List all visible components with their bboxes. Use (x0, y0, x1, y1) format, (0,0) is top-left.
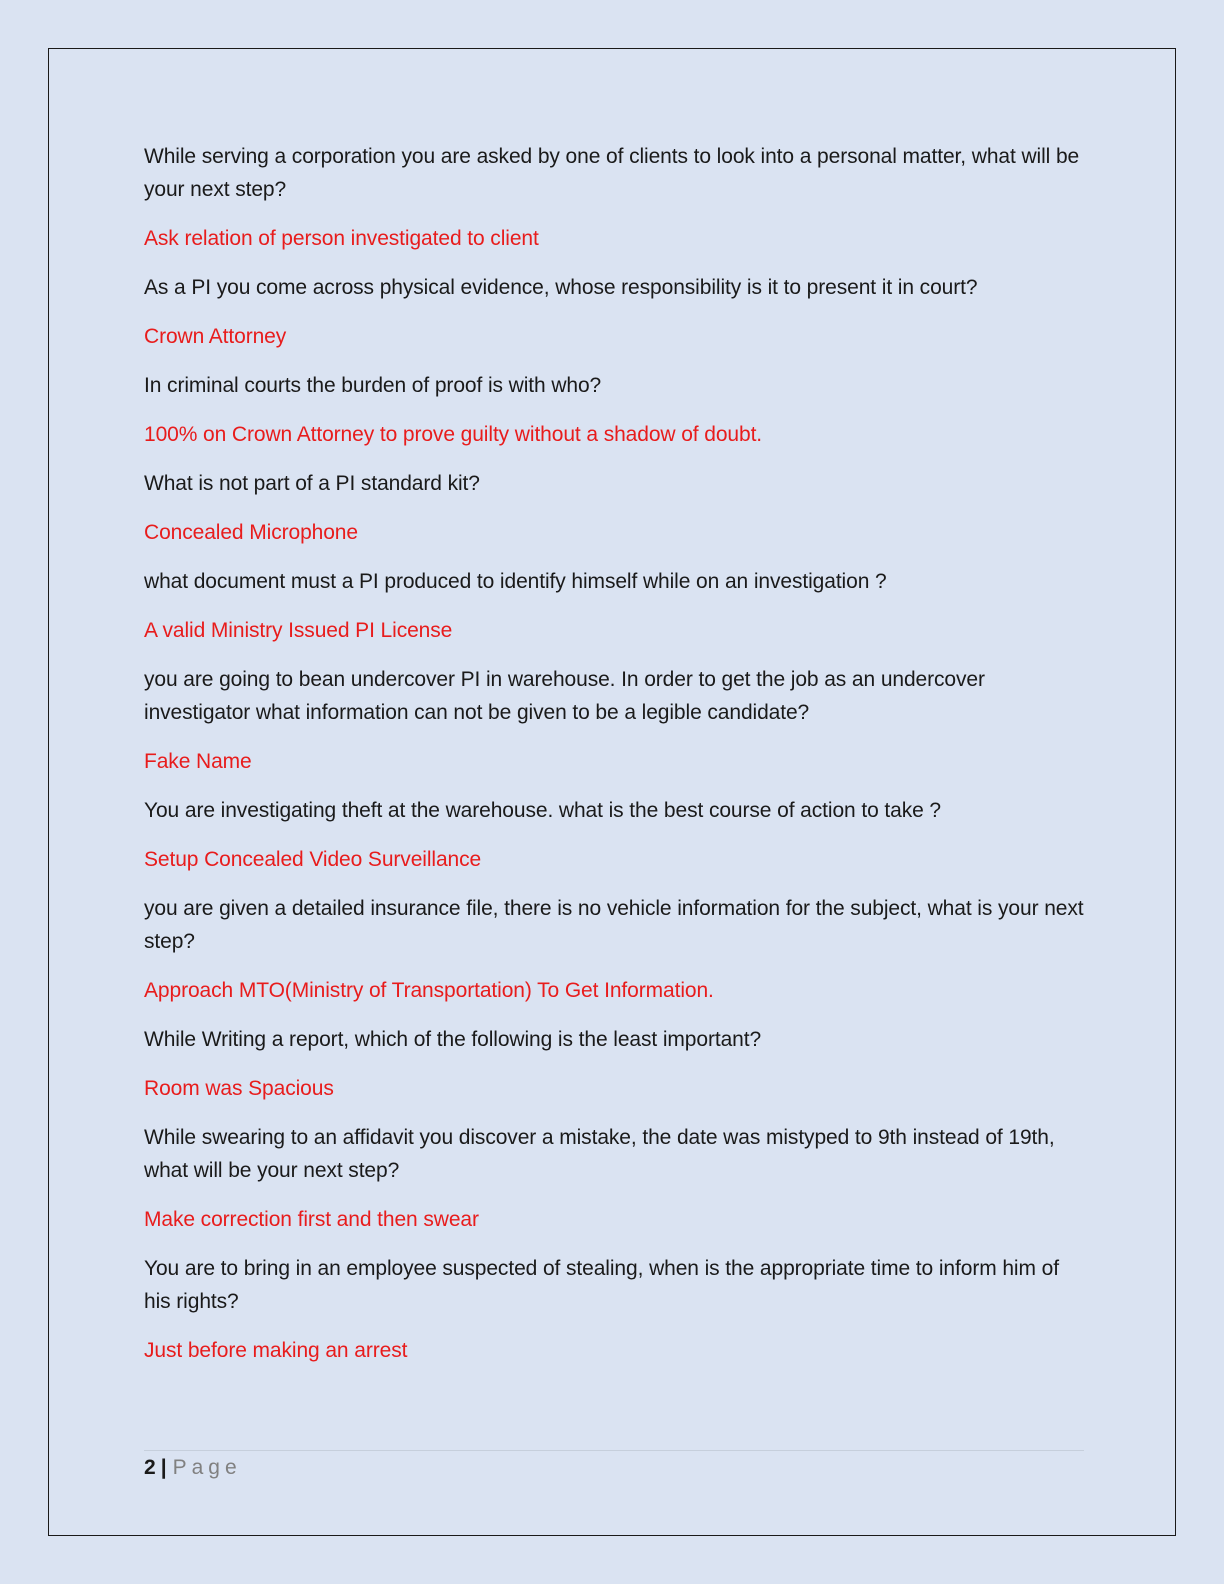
page-footer (144, 1453, 242, 1483)
answer-1: Ask relation of person investigated to client (144, 227, 539, 250)
document-body (144, 140, 1084, 1383)
answer-4: Concealed Microphone (144, 521, 358, 544)
answer-8: Approach MTO(Ministry of Transportation) To Get Information. (144, 979, 714, 1002)
answer-11: Just before making an arrest (144, 1339, 408, 1362)
answer-2: Crown Attorney (144, 325, 287, 348)
question-11: You are to bring in an employee suspected of stealing, when is the appropriate time to inform him of his rights? (144, 1257, 1059, 1313)
question-7: You are investigating theft at the warehouse. what is the best course of action to take ? (144, 799, 941, 822)
question-8: you are given a detailed insurance file, there is no vehicle information for the subject, what is your next step? (144, 897, 1084, 953)
question-6: you are going to bean undercover PI in warehouse. In order to get the job as an undercover investigator what information can not be given to be a legible candidate? (144, 668, 985, 724)
question-2: As a PI you come across physical evidence, whose responsibility is it to present it in court? (144, 276, 978, 299)
question-10: While swearing to an affidavit you discover a mistake, the date was mistyped to 9th instead of 19th, what will be your next step? (144, 1126, 1055, 1182)
page-label: Page (172, 1456, 242, 1479)
question-3: In criminal courts the burden of proof is with who? (144, 374, 602, 397)
answer-7: Setup Concealed Video Surveillance (144, 848, 482, 871)
answer-6: Fake Name (144, 750, 252, 773)
question-4: What is not part of a PI standard kit? (144, 472, 480, 495)
question-1: While serving a corporation you are asked by one of clients to look into a personal matter, what will be your next step? (144, 145, 1080, 201)
page-number: 2 (144, 1456, 156, 1479)
answer-3: 100% on Crown Attorney to prove guilty without a shadow of doubt. (144, 423, 763, 446)
answer-10: Make correction first and then swear (144, 1208, 479, 1231)
answer-5: A valid Ministry Issued PI License (144, 619, 453, 642)
footer-separator: | (160, 1456, 167, 1479)
question-5: what document must a PI produced to identify himself while on an investigation ? (144, 570, 887, 593)
footer-divider (144, 1450, 1084, 1451)
answer-9: Room was Spacious (144, 1077, 334, 1100)
question-9: While Writing a report, which of the following is the least important? (144, 1028, 762, 1051)
